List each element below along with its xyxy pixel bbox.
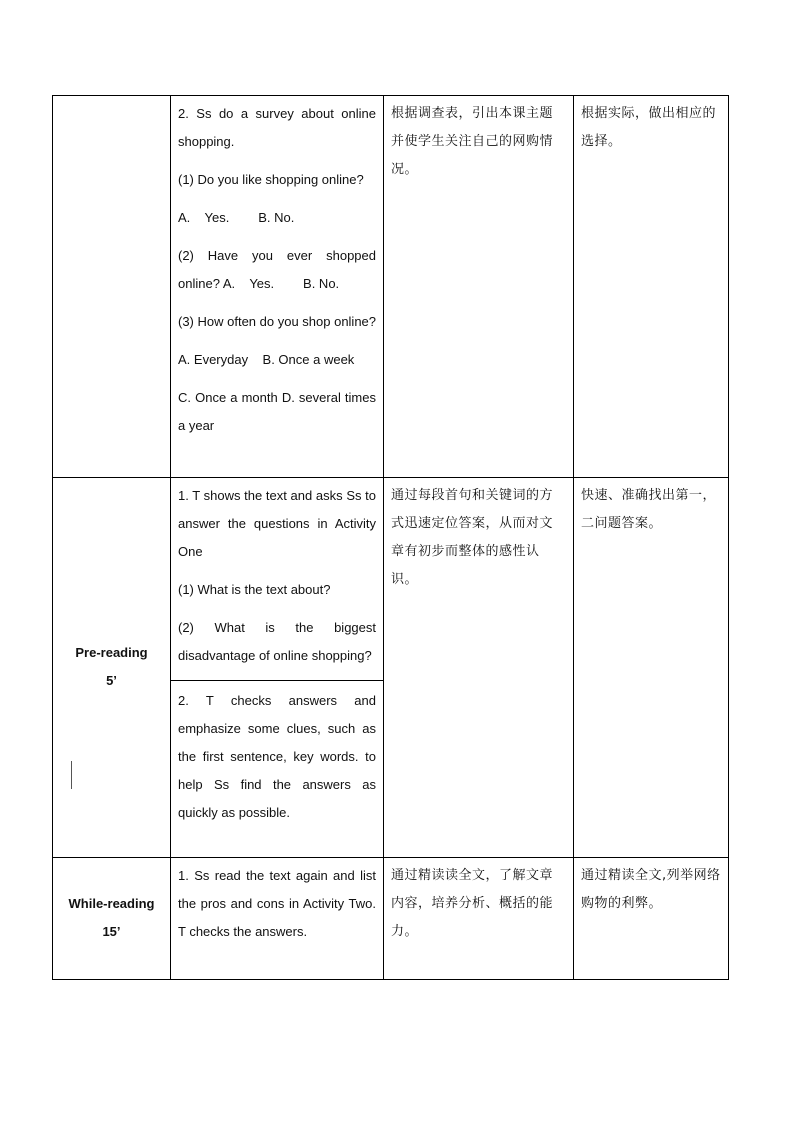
activity-paragraph: (1) What is the text about? [178,582,331,597]
activity-paragraph: (3) How often do you shop online? [178,314,377,329]
student-activity-cell: 根据实际，做出相应的选择。 [574,96,729,478]
stage-cell [53,858,171,980]
student-activity-cell: 通过精读全文,列举网络购物的利弊。 [574,858,729,980]
activity-paragraph: 2. T checks answers and emphasize some clues, such as the first sentence, key words. to help Ss find the answers as quickly as possible. [178,693,376,820]
activity-cell [171,96,384,478]
activity-paragraph: (1) Do you like shopping online? [178,172,364,187]
activity-paragraph: 2. Ss do a survey about online shopping. [178,106,376,149]
stage-name: While-reading [68,895,155,911]
purpose-cell: 根据调查表，引出本课主题并使学生关注自己的网购情况。 [384,96,574,478]
activity-cell [171,478,384,858]
activity-subcell [171,680,383,827]
activity-paragraph: C. Once a month D. several times a year [178,390,376,433]
table-row [53,478,729,858]
stage-cell [53,96,171,478]
stage-time: 5’ [106,672,117,688]
activity-paragraph: A. Yes. B. No. [178,210,295,225]
activity-paragraph: (2) What is the biggest disadvantage of online shopping? [178,620,376,663]
stage-name: Pre-reading [75,644,148,660]
text-cursor [71,761,72,789]
activity-paragraph: 1. Ss read the text again and list the pros and cons in Activity Two. T checks the answers. [178,868,376,939]
activity-paragraph: (2) Have you ever shopped online? A. Yes. B. No. [178,248,380,291]
table-row [53,858,729,980]
stage-cell [53,478,171,858]
activity-cell [171,858,384,980]
purpose-cell: 通过每段首句和关键词的方式迅速定位答案，从而对文章有初步而整体的感性认识。 [384,478,574,858]
activity-paragraph: 1. T shows the text and asks Ss to answer the questions in Activity One [178,488,376,559]
activity-paragraph: A. Everyday B. Once a week [178,352,355,367]
student-activity-cell: 快速、准确找出第一，二问题答案。 [574,478,729,858]
purpose-cell: 通过精读读全文，了解文章内容，培养分析、概括的能力。 [384,858,574,980]
table-row [53,96,729,478]
lesson-plan-table [52,95,729,980]
stage-time: 15’ [102,923,121,939]
